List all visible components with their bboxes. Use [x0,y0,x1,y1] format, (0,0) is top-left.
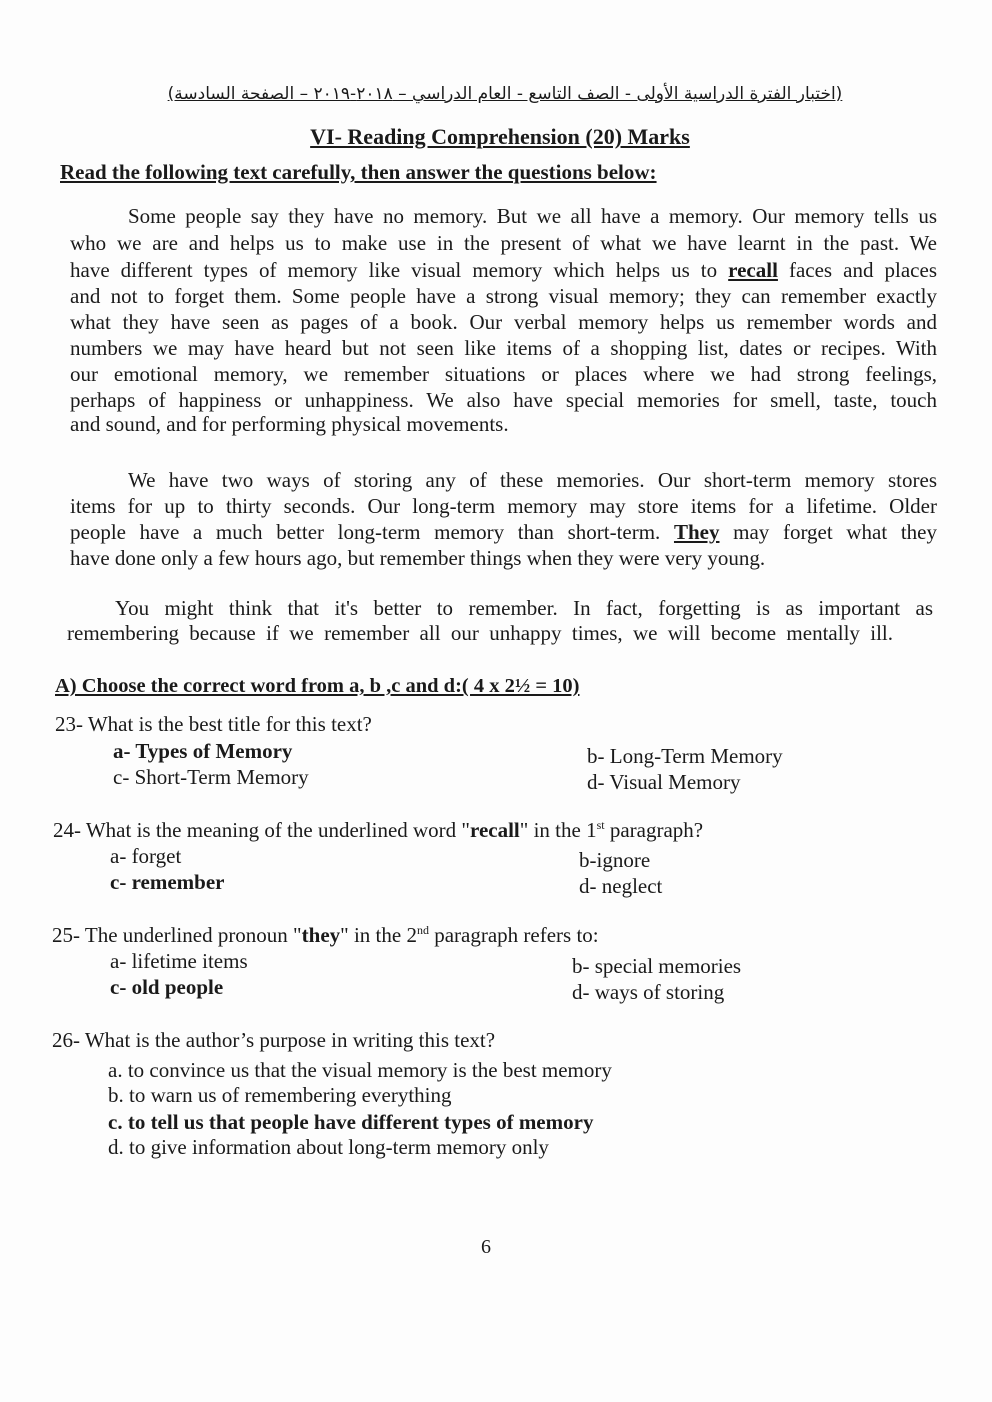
passage-line [70,520,937,544]
text: people have a much better long-term memory than short-term. [70,520,674,544]
option-a: a- forget [110,844,182,868]
question-text [52,923,599,948]
question-text: 26- What is the author’s purpose in writing this text? [52,1028,496,1052]
option-d: d. to give information about long-term memory only [108,1135,549,1159]
option-d: d- Visual Memory [587,770,741,794]
passage-line: numbers we may have heard but not seen like items of a shopping list, dates or recipes. With [70,336,937,360]
passage-line: items for up to thirty seconds. Our long-term memory may store items for a lifetime. Older [70,494,937,518]
passage-line: You might think that it's better to remember. In fact, forgetting is as important as [115,596,933,620]
text: 25- The underlined pronoun " [52,923,302,947]
section-title: VI- Reading Comprehension (20) Marks [310,124,690,149]
passage-line: perhaps of happiness or unhappiness. We also have special memories for smell, taste, touch [70,388,937,412]
option-c: c- remember [110,870,225,894]
passage-line: what they have seen as pages of a book. Our verbal memory helps us remember words and [70,310,937,334]
option-c: c- old people [110,975,224,999]
passage-line: who we are and helps us to make use in the present of what we have learnt in the past. We [70,231,937,255]
question-text [53,818,703,843]
keyword-recall: recall [728,258,778,282]
text: have different types of memory like visual memory which helps us to [70,258,729,282]
superscript: st [596,818,605,832]
question-text: 23- What is the best title for this text? [55,712,372,736]
option-b: b. to warn us of remembering everything [108,1083,452,1107]
option-b: b- special memories [572,954,742,978]
option-d: d- neglect [579,874,663,898]
instruction: Read the following text carefully, then answer the questions below: [60,160,657,184]
option-a: a- lifetime items [110,949,248,973]
keyword-they: They [673,520,720,544]
superscript: nd [416,923,429,937]
option-d: d- ways of storing [572,980,725,1004]
passage-line: our emotional memory, we remember situations or places where we had strong feelings, [70,362,937,386]
option-a: a- Types of Memory [113,739,293,763]
keyword: they [301,923,341,947]
section-a-heading: A) Choose the correct word from a, b ,c and d:( 4 x 2½ = 10) [55,675,580,697]
text: 24- What is the meaning of the underlined word " [53,818,470,842]
passage-line: Some people say they have no memory. But we all have a memory. Our memory tells us [128,204,937,228]
arabic-header: (اختبار الفترة الدراسية الأولى - الصف التاسع - العام الدراسي – ٢٠١٨-٢٠١٩ – الصفحة السادسة) [167,84,843,104]
passage-line: and not to forget them. Some people have a strong visual memory; they can remember exactly [70,284,937,308]
option-b: b- Long-Term Memory [587,744,783,768]
keyword: recall [470,818,520,842]
option-a: a. to convince us that the visual memory is the best memory [108,1058,612,1082]
page-number: 6 [481,1236,491,1258]
option-c: c. to tell us that people have different types of memory [108,1110,594,1134]
text: " in the 1 [519,818,597,842]
passage-line: and sound, and for performing physical movements. [70,412,509,436]
text: may forget what they [719,520,937,544]
option-b: b-ignore [579,848,651,872]
passage-line [70,258,937,282]
text: faces and places [777,258,937,282]
passage-line: have done only a few hours ago, but remember things when they were very young. [70,546,766,570]
text: paragraph refers to: [428,923,599,947]
text: paragraph? [604,818,704,842]
passage-line: We have two ways of storing any of these memories. Our short-term memory stores [128,468,937,492]
text: " in the 2 [340,923,417,947]
passage-line: remembering because if we remember all our unhappy times, we will become mentally ill. [67,621,893,645]
option-c: c- Short-Term Memory [113,765,309,789]
